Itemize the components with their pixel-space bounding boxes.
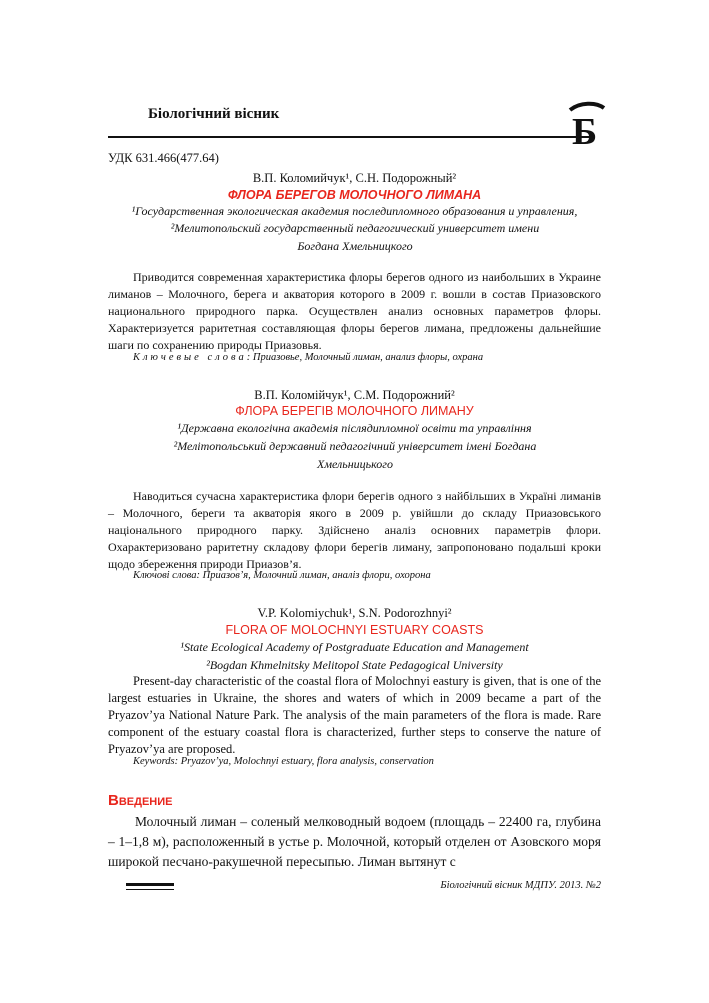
ua-affiliation-2: ²Мелітопольський державний педагогічний університет імені Богдана Хмельницького [173, 439, 537, 471]
en-title: FLORA OF MOLOCHNYI ESTUARY COASTS [225, 623, 484, 637]
ua-affiliation-1: ¹Державна екологічна академія післядипломної освіти та управління [177, 421, 532, 435]
udc-code: УДК 631.466(477.64) [108, 151, 219, 165]
en-authors: V.P. Kolomiychuk¹, S.N. Podorozhnyi² [257, 606, 452, 620]
ua-authors: В.П. Коломійчук¹, С.М. Подорожний² [254, 388, 455, 402]
ru-title: ФЛОРА БЕРЕГОВ МОЛОЧНОГО ЛИМАНА [227, 188, 482, 202]
footer-citation: Біологічний вісник МДПУ. 2013. №2 [440, 880, 601, 891]
en-keywords: Keywords: Pryazov’ya, Molochnyi estuary, flora analysis, conservation [133, 756, 434, 767]
ru-affiliation-1: ¹Государственная экологическая академия последипломного образования и управления, [131, 204, 578, 218]
en-affiliation-2: ²Bogdan Khmelnitsky Melitopol State Pedagogical University [206, 658, 503, 672]
ru-abstract: Приводится современная характеристика флоры берегов одного из наибольших в Украине лиманов – Молочного, берега и акватория которого в 2009 г. вошли в состав Приазовского национального природного парка. Осуществлен анализ основных параметров флоры. Характеризуется раритетная составляющая флоры берегов лимана, предложены дальнейшие шаги по сохранению природы Приазовья. [108, 270, 601, 352]
ru-keywords-text: : Приазовье, Молочный лиман, анализ флоры, охрана [246, 352, 484, 363]
intro-text: Молочный лиман – соленый мелководный водоем (площадь – 22400 га, глубина – 1–1,8 м), расположенный в устье р. Молочной, который отделен от Азовского моря широкой песчано-ракушечной пересыпью. Лиман вытянут с [108, 814, 601, 869]
ua-keywords: Ключові слова: Приазов’я, Молочний лиман, аналіз флори, охорона [133, 570, 431, 581]
intro-heading: Введение [108, 792, 173, 809]
ru-affiliation-2: ²Мелитопольский государственный педагогический университет имени Богдана Хмельницкого [170, 221, 540, 253]
en-abstract: Present-day characteristic of the coastal flora of Molochnyi eastury is given, that is one of the largest estuaries in Ukraine, the shores and waters of which in 2009 became a part of the Pryazov’ya National Nature Park. The analysis of the main parameters of the flora is made. Rare component of the estuary coastal flora is characterized, further steps to conserve the nature of Pryazov’ya are proposed. [108, 674, 601, 756]
en-affiliation-1: ¹State Ecological Academy of Postgraduate Education and Management [180, 640, 529, 654]
ru-authors: В.П. Коломийчук¹, С.Н. Подорожный² [252, 171, 457, 185]
footer-rule [126, 883, 174, 886]
ua-title: ФЛОРА БЕРЕГІВ МОЛОЧНОГО ЛИМАНУ [235, 404, 474, 418]
ru-keywords-label: Ключевые слова [133, 352, 247, 363]
svg-text:Б: Б [572, 111, 598, 150]
header-rule [108, 136, 595, 138]
footer-rule-thin [126, 889, 174, 890]
ru-keywords [108, 350, 626, 366]
ua-abstract: Наводиться сучасна характеристика флори берегів одного з найбільших в Україні лиманів – Молочного, береги та акваторія якого в 2009 р. увійшли до складу Приазовського національного природного парку. Здійснено аналіз основних параметрів флори. Охарактеризовано раритетну складову флори берегів лиману, запропоновано подальші кроки щодо збереження природи Приазов’я. [108, 489, 601, 571]
journal-logo-icon [566, 100, 606, 150]
journal-title: Біологічний вісник [148, 106, 280, 122]
